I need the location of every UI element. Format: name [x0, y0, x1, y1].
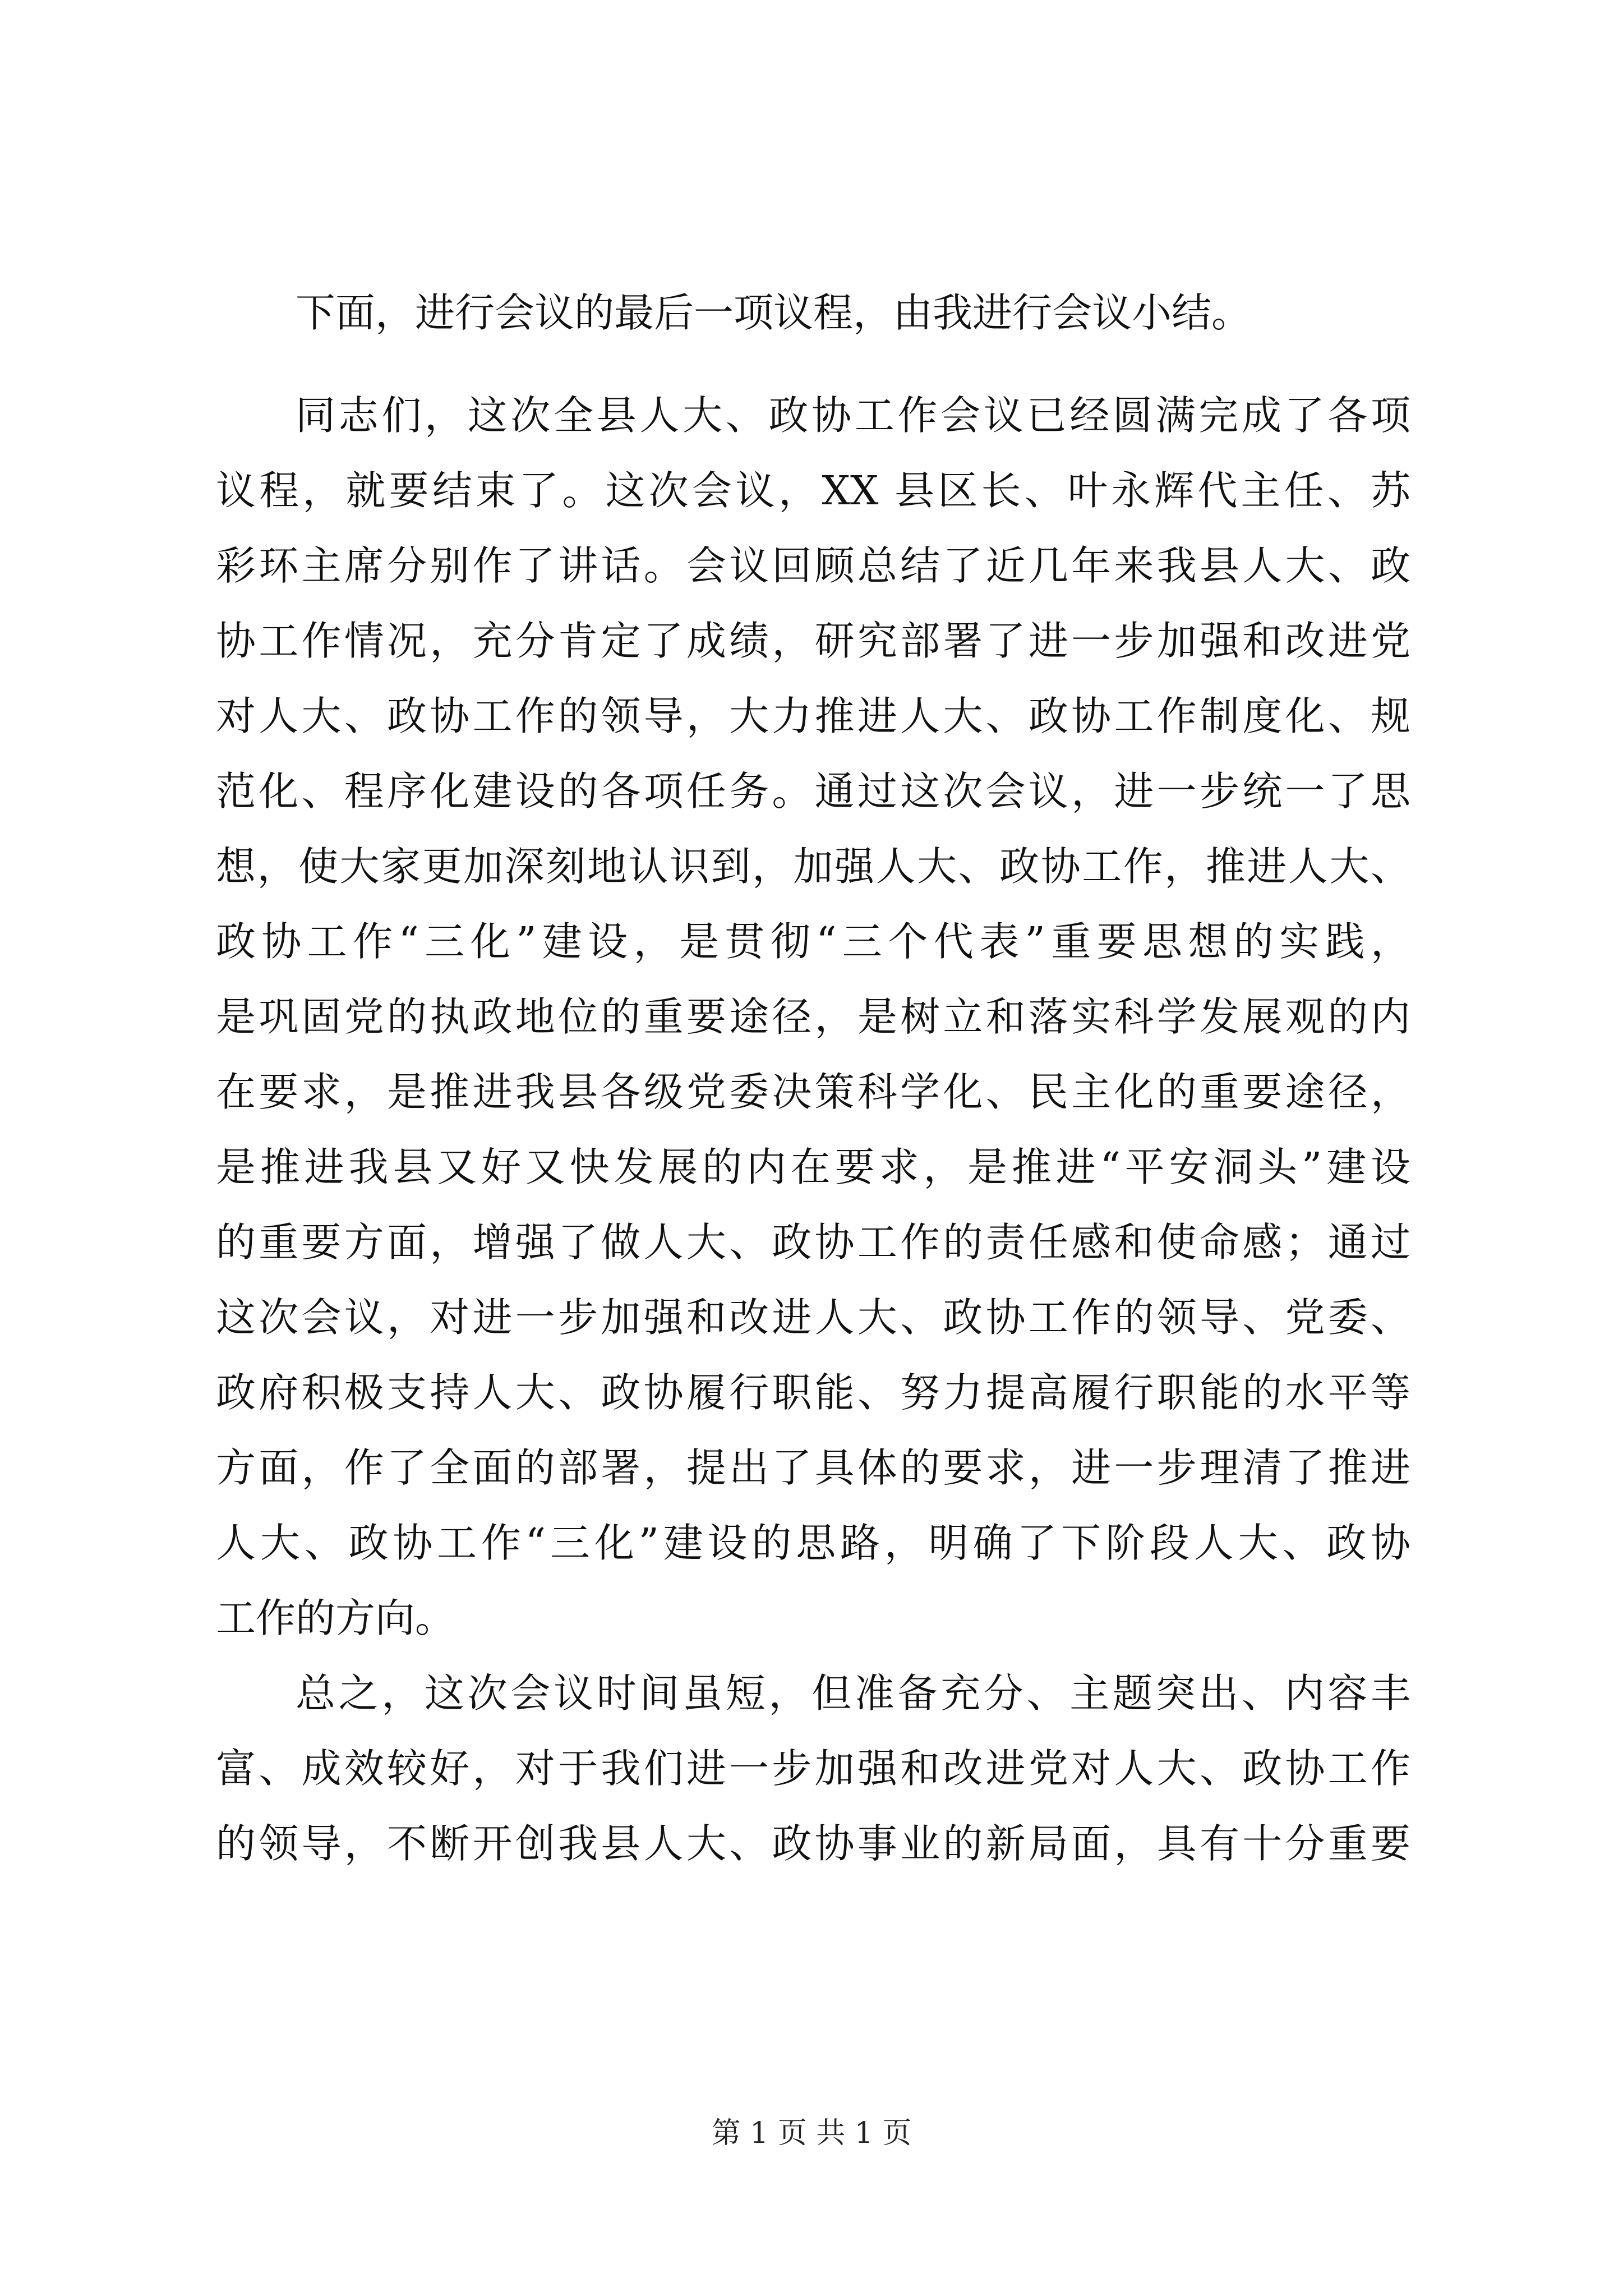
text-line: 对人大、政协工作的领导，大力推进人大、政协工作制度化、规 [216, 693, 1410, 739]
text-line: 范化、程序化建设的各项任务。通过这次会议，进一步统一了思 [216, 768, 1410, 815]
page-footer: 第 1 页 共 1 页 [711, 2116, 912, 2150]
text-line: 工作的方向。 [216, 1595, 455, 1641]
text-line: 协工作情况，充分肯定了成绩，研究部署了进一步加强和改进党 [216, 618, 1410, 664]
text-line: 的领导，不断开创我县人大、政协事业的新局面，具有十分重要 [216, 1820, 1410, 1867]
text-line: 彩环主席分别作了讲话。会议回顾总结了近几年来我县人大、政 [216, 542, 1410, 589]
text-line: 下面，进行会议的最后一项议程，由我进行会议小结。 [296, 289, 1252, 336]
text-line: 这次会议，对进一步加强和改进人大、政协工作的领导、党委、 [216, 1294, 1410, 1341]
text-line: 同志们，这次全县人大、政协工作会议已经圆满完成了各项 [296, 392, 1410, 439]
text-line: 是巩固党的执政地位的重要途径，是树立和落实科学发展观的内 [216, 993, 1410, 1040]
text-line: 的重要方面，增强了做人大、政协工作的责任感和使命感；通过 [216, 1219, 1410, 1266]
text-line: 是推进我县又好又快发展的内在要求，是推进“平安洞头”建设 [216, 1144, 1410, 1190]
text-line: 政协工作“三化”建设，是贯彻“三个代表”重要思想的实践， [216, 918, 1410, 965]
text-line: 富、成效较好，对于我们进一步加强和改进党对人大、政协工作 [216, 1745, 1410, 1792]
text-line: 人大、政协工作“三化”建设的思路，明确了下阶段人大、政协 [216, 1520, 1410, 1566]
text-line: 议程，就要结束了。这次会议，XX 县区长、叶永辉代主任、苏 [216, 467, 1410, 514]
text-line: 方面，作了全面的部署，提出了具体的要求，进一步理清了推进 [216, 1444, 1410, 1491]
text-line: 总之，这次会议时间虽短，但准备充分、主题突出、内容丰 [296, 1670, 1410, 1717]
text-line: 政府积极支持人大、政协履行职能、努力提高履行职能的水平等 [216, 1369, 1410, 1416]
text-line: 想，使大家更加深刻地认识到，加强人大、政协工作，推进人大、 [216, 843, 1410, 890]
text-line: 在要求，是推进我县各级党委决策科学化、民主化的重要途径， [216, 1069, 1410, 1115]
